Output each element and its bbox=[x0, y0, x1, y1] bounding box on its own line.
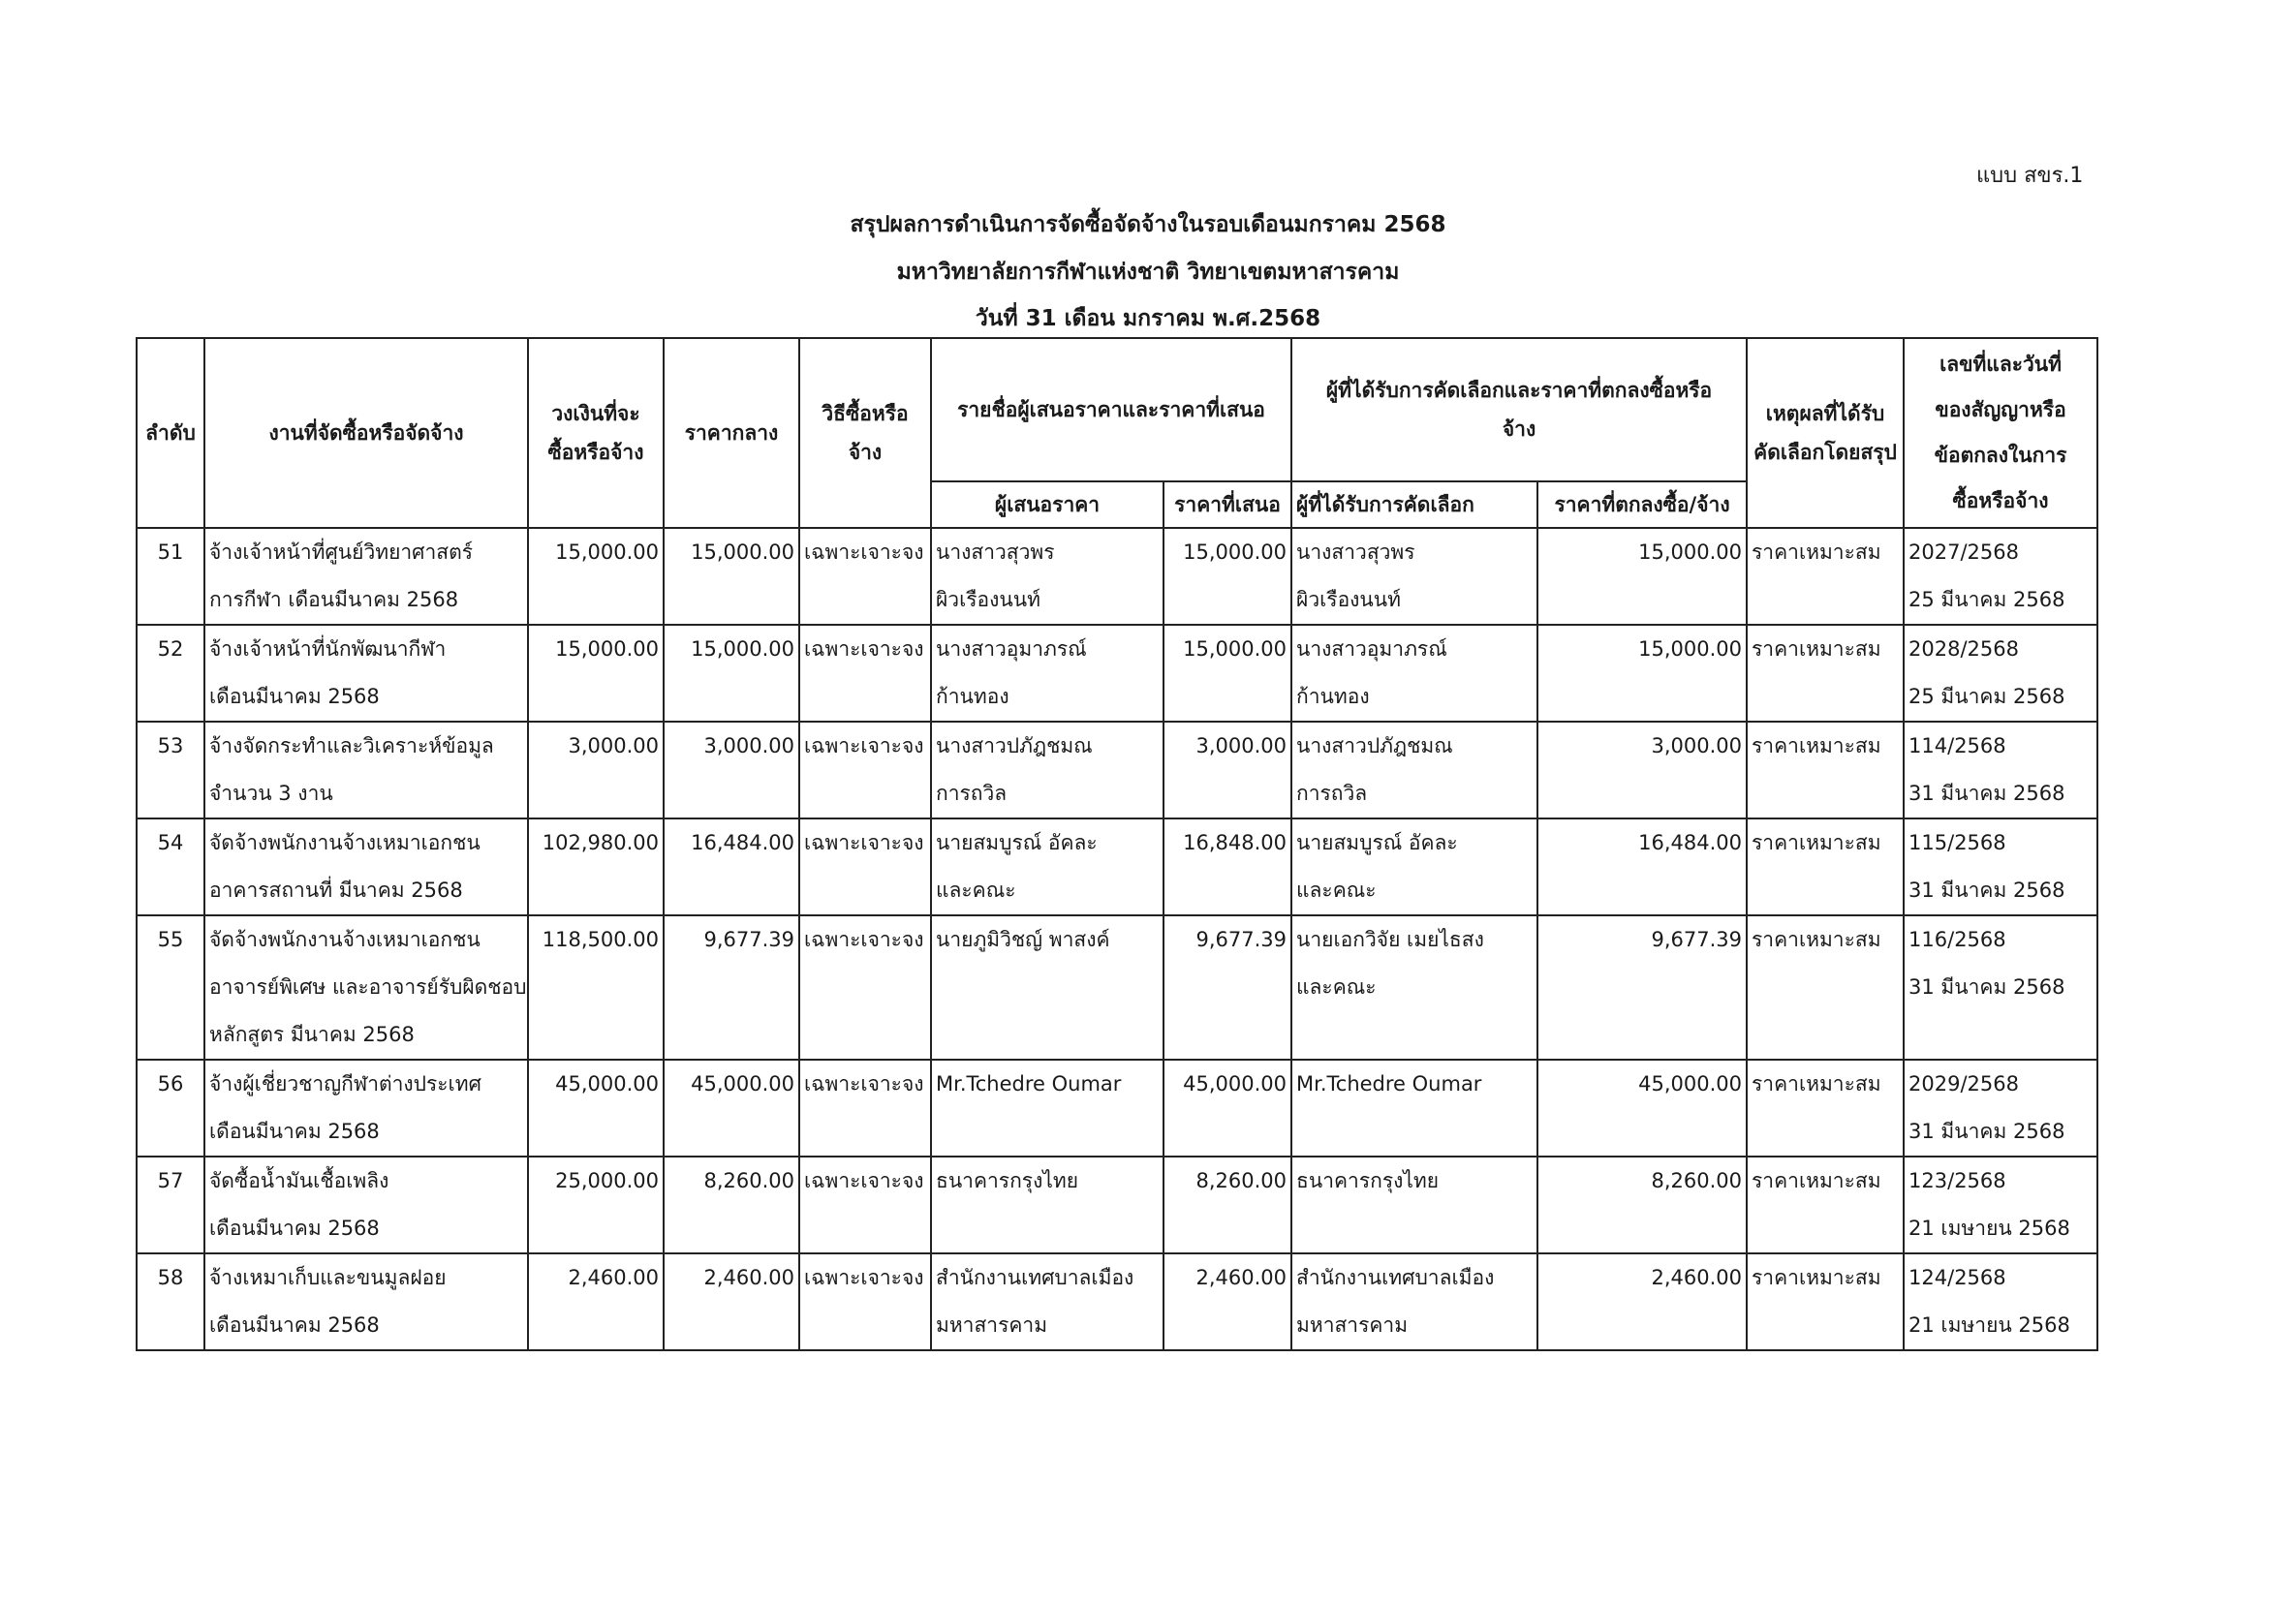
cell-contract: 115/2568 31 มีนาคม 2568 bbox=[1904, 818, 2097, 915]
table-row bbox=[137, 625, 2097, 722]
form-code: แบบ สขร.1 bbox=[1976, 164, 2084, 188]
header-winner: ผู้ที่ได้รับการคัดเลือก bbox=[1291, 481, 1537, 528]
cell-agreed-price: 3,000.00 bbox=[1537, 722, 1747, 818]
cell-winner: นางสาวอุมาภรณ์ ก้านทอง bbox=[1291, 625, 1537, 722]
cell-budget: 118,500.00 bbox=[528, 915, 664, 1060]
cell-work: จ้างเหมาเก็บและขนมูลฝอย เดือนมีนาคม 2568 bbox=[204, 1253, 528, 1350]
cell-method: เฉพาะเจาะจง bbox=[799, 528, 931, 625]
cell-median-price: 9,677.39 bbox=[664, 915, 799, 1060]
cell-budget: 3,000.00 bbox=[528, 722, 664, 818]
cell-seq: 53 bbox=[137, 722, 204, 818]
cell-bid-price: 45,000.00 bbox=[1164, 1060, 1291, 1157]
cell-reason: ราคาเหมาะสม bbox=[1747, 1157, 1904, 1253]
cell-budget: 25,000.00 bbox=[528, 1157, 664, 1253]
cell-bid-price: 16,848.00 bbox=[1164, 818, 1291, 915]
cell-method: เฉพาะเจาะจง bbox=[799, 1060, 931, 1157]
cell-median-price: 8,260.00 bbox=[664, 1157, 799, 1253]
table-row bbox=[137, 1253, 2097, 1350]
cell-bidder: นางสาวสุวพร ผิวเรืองนนท์ bbox=[931, 528, 1164, 625]
header-agreed-price: ราคาที่ตกลงซื้อ/จ้าง bbox=[1537, 481, 1747, 528]
cell-work: จัดซื้อน้ำมันเชื้อเพลิง เดือนมีนาคม 2568 bbox=[204, 1157, 528, 1253]
table-row bbox=[137, 528, 2097, 625]
cell-contract: 114/2568 31 มีนาคม 2568 bbox=[1904, 722, 2097, 818]
cell-contract: 116/2568 31 มีนาคม 2568 bbox=[1904, 915, 2097, 1060]
header-median-price: ราคากลาง bbox=[664, 338, 799, 528]
cell-contract: 2028/2568 25 มีนาคม 2568 bbox=[1904, 625, 2097, 722]
cell-bid-price: 15,000.00 bbox=[1164, 528, 1291, 625]
cell-reason: ราคาเหมาะสม bbox=[1747, 818, 1904, 915]
cell-median-price: 15,000.00 bbox=[664, 625, 799, 722]
cell-work: จัดจ้างพนักงานจ้างเหมาเอกชน อาคารสถานที่ มีนาคม 2568 bbox=[204, 818, 528, 915]
header-bidders-group: รายชื่อผู้เสนอราคาและราคาที่เสนอ bbox=[931, 338, 1291, 481]
report-title: สรุปผลการดำเนินการจัดซื้อจัดจ้างในรอบเดือนมกราคม 2568 bbox=[850, 212, 1446, 237]
cell-method: เฉพาะเจาะจง bbox=[799, 1157, 931, 1253]
cell-agreed-price: 8,260.00 bbox=[1537, 1157, 1747, 1253]
cell-seq: 57 bbox=[137, 1157, 204, 1253]
cell-method: เฉพาะเจาะจง bbox=[799, 625, 931, 722]
cell-reason: ราคาเหมาะสม bbox=[1747, 1060, 1904, 1157]
table-header bbox=[137, 338, 2097, 528]
cell-method: เฉพาะเจาะจง bbox=[799, 722, 931, 818]
cell-work: จ้างเจ้าหน้าที่นักพัฒนากีฬา เดือนมีนาคม 2568 bbox=[204, 625, 528, 722]
cell-reason: ราคาเหมาะสม bbox=[1747, 625, 1904, 722]
cell-contract: 124/2568 21 เมษายน 2568 bbox=[1904, 1253, 2097, 1350]
cell-winner: ธนาคารกรุงไทย bbox=[1291, 1157, 1537, 1253]
cell-agreed-price: 16,484.00 bbox=[1537, 818, 1747, 915]
cell-median-price: 15,000.00 bbox=[664, 528, 799, 625]
header-reason: เหตุผลที่ได้รับ คัดเลือกโดยสรุป bbox=[1747, 338, 1904, 528]
table-body bbox=[137, 528, 2097, 1350]
cell-agreed-price: 9,677.39 bbox=[1537, 915, 1747, 1060]
cell-bidder: นางสาวปภัฎชมณ การถวิล bbox=[931, 722, 1164, 818]
cell-seq: 55 bbox=[137, 915, 204, 1060]
cell-contract: 2029/2568 31 มีนาคม 2568 bbox=[1904, 1060, 2097, 1157]
cell-bid-price: 2,460.00 bbox=[1164, 1253, 1291, 1350]
table-row bbox=[137, 915, 2097, 1060]
cell-work: จัดจ้างพนักงานจ้างเหมาเอกชน อาจารย์พิเศษ และอาจารย์รับผิดชอบ หลักสูตร มีนาคม 2568 bbox=[204, 915, 528, 1060]
cell-agreed-price: 2,460.00 bbox=[1537, 1253, 1747, 1350]
header-method: วิธีซื้อหรือ จ้าง bbox=[799, 338, 931, 528]
cell-method: เฉพาะเจาะจง bbox=[799, 818, 931, 915]
cell-work: จ้างเจ้าหน้าที่ศูนย์วิทยาศาสตร์ การกีฬา เดือนมีนาคม 2568 bbox=[204, 528, 528, 625]
cell-agreed-price: 15,000.00 bbox=[1537, 625, 1747, 722]
cell-budget: 102,980.00 bbox=[528, 818, 664, 915]
university-name: มหาวิทยาลัยการกีฬาแห่งชาติ วิทยาเขตมหาสารคาม bbox=[896, 260, 1400, 285]
report-date: วันที่ 31 เดือน มกราคม พ.ศ.2568 bbox=[975, 306, 1321, 331]
cell-winner: นางสาวปภัฎชมณ การถวิล bbox=[1291, 722, 1537, 818]
cell-work: จ้างจัดกระทำและวิเคราะห์ข้อมูล จำนวน 3 งาน bbox=[204, 722, 528, 818]
table-row bbox=[137, 1060, 2097, 1157]
cell-winner: นายสมบูรณ์ อัคละ และคณะ bbox=[1291, 818, 1537, 915]
cell-bid-price: 9,677.39 bbox=[1164, 915, 1291, 1060]
cell-median-price: 16,484.00 bbox=[664, 818, 799, 915]
header-seq: ลำดับ bbox=[137, 338, 204, 528]
header-winners-group: ผู้ที่ได้รับการคัดเลือกและราคาที่ตกลงซื้อหรือ จ้าง bbox=[1291, 338, 1747, 481]
cell-median-price: 2,460.00 bbox=[664, 1253, 799, 1350]
cell-median-price: 3,000.00 bbox=[664, 722, 799, 818]
cell-seq: 58 bbox=[137, 1253, 204, 1350]
cell-contract: 123/2568 21 เมษายน 2568 bbox=[1904, 1157, 2097, 1253]
cell-agreed-price: 15,000.00 bbox=[1537, 528, 1747, 625]
cell-budget: 15,000.00 bbox=[528, 625, 664, 722]
cell-bidder: นายภูมิวิชญ์ พาสงค์ bbox=[931, 915, 1164, 1060]
cell-budget: 2,460.00 bbox=[528, 1253, 664, 1350]
cell-seq: 54 bbox=[137, 818, 204, 915]
header-work: งานที่จัดซื้อหรือจัดจ้าง bbox=[204, 338, 528, 528]
table-row bbox=[137, 818, 2097, 915]
cell-budget: 45,000.00 bbox=[528, 1060, 664, 1157]
cell-bidder: ธนาคารกรุงไทย bbox=[931, 1157, 1164, 1253]
cell-agreed-price: 45,000.00 bbox=[1537, 1060, 1747, 1157]
cell-bid-price: 8,260.00 bbox=[1164, 1157, 1291, 1253]
cell-seq: 51 bbox=[137, 528, 204, 625]
table-row bbox=[137, 1157, 2097, 1253]
cell-bid-price: 15,000.00 bbox=[1164, 625, 1291, 722]
header-bidder: ผู้เสนอราคา bbox=[931, 481, 1164, 528]
header-budget: วงเงินที่จะ ซื้อหรือจ้าง bbox=[528, 338, 664, 528]
cell-method: เฉพาะเจาะจง bbox=[799, 1253, 931, 1350]
cell-winner: นางสาวสุวพร ผิวเรืองนนท์ bbox=[1291, 528, 1537, 625]
cell-reason: ราคาเหมาะสม bbox=[1747, 528, 1904, 625]
table-row bbox=[137, 722, 2097, 818]
cell-winner: Mr.Tchedre Oumar bbox=[1291, 1060, 1537, 1157]
cell-bidder: นางสาวอุมาภรณ์ ก้านทอง bbox=[931, 625, 1164, 722]
cell-bid-price: 3,000.00 bbox=[1164, 722, 1291, 818]
cell-bidder: นายสมบูรณ์ อัคละ และคณะ bbox=[931, 818, 1164, 915]
cell-winner: นายเอกวิจัย เมยไธสง และคณะ bbox=[1291, 915, 1537, 1060]
cell-reason: ราคาเหมาะสม bbox=[1747, 722, 1904, 818]
cell-bidder: Mr.Tchedre Oumar bbox=[931, 1060, 1164, 1157]
procurement-table bbox=[136, 337, 2098, 1351]
header-bid-price: ราคาที่เสนอ bbox=[1164, 481, 1291, 528]
cell-median-price: 45,000.00 bbox=[664, 1060, 799, 1157]
header-contract: เลขที่และวันที่ ของสัญญาหรือ ข้อตกลงในการ ซื้อหรือจ้าง bbox=[1904, 338, 2097, 528]
cell-method: เฉพาะเจาะจง bbox=[799, 915, 931, 1060]
cell-seq: 52 bbox=[137, 625, 204, 722]
cell-reason: ราคาเหมาะสม bbox=[1747, 915, 1904, 1060]
cell-seq: 56 bbox=[137, 1060, 204, 1157]
cell-reason: ราคาเหมาะสม bbox=[1747, 1253, 1904, 1350]
cell-budget: 15,000.00 bbox=[528, 528, 664, 625]
cell-winner: สำนักงานเทศบาลเมือง มหาสารคาม bbox=[1291, 1253, 1537, 1350]
cell-work: จ้างผู้เชี่ยวชาญกีฬาต่างประเทศ เดือนมีนาคม 2568 bbox=[204, 1060, 528, 1157]
cell-bidder: สำนักงานเทศบาลเมือง มหาสารคาม bbox=[931, 1253, 1164, 1350]
cell-contract: 2027/2568 25 มีนาคม 2568 bbox=[1904, 528, 2097, 625]
